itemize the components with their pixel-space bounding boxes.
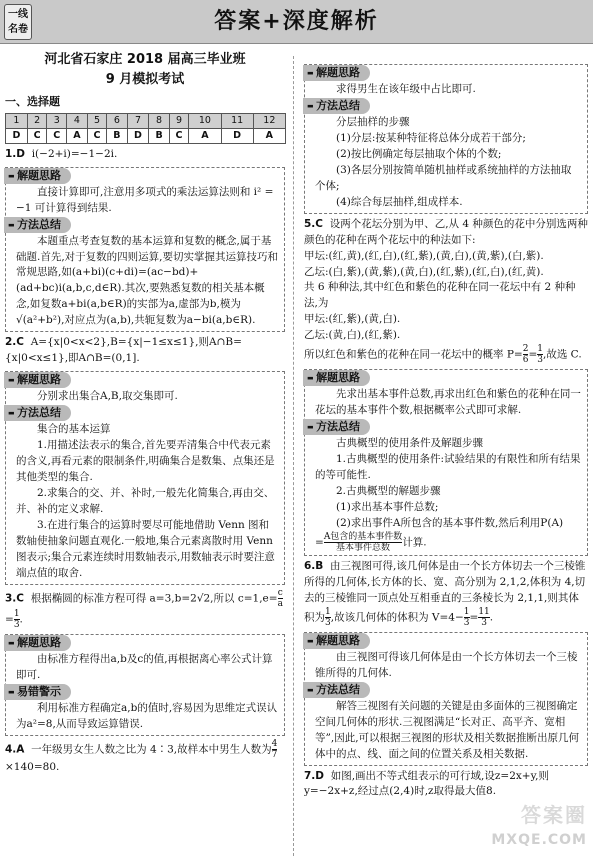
q5-method-formula — [315, 532, 581, 553]
q5-formula-post: 计算. — [402, 536, 427, 549]
q6-number: 6.B — [304, 559, 324, 572]
q5-method-title: 古典概型的使用条件及解题步骤 — [336, 437, 483, 450]
q5-text: 设两个花坛分别为甲、乙,从 4 种颜色的花中分别选两种颜色的花种在两个花坛中的种法如下: — [304, 217, 588, 246]
table-cell: B — [149, 128, 169, 143]
column-divider — [293, 56, 294, 856]
table-cell: D — [221, 128, 253, 143]
method-tag: ▬ 方法总结 — [303, 419, 370, 435]
q1-thinking-box — [5, 167, 285, 333]
thinking-tag: ▬ 解题思路 — [303, 633, 370, 649]
table-cell: 11 — [221, 113, 253, 128]
q2-method-p1: 1.用描述法表示的集合,首先要弄清集合中代表元素的含义,再看元素的限制条件,明确集合是数集、点集还是其他类型的集合. — [16, 439, 275, 484]
q4-method-item: (3)各层分别按简单随机抽样或系统抽样的方法抽取个体; — [315, 163, 572, 192]
q1-thinking-text: 直接计算即可,注意用多项式的乘法运算法则和 i² = −1 可计算得到结果. — [16, 185, 274, 214]
q3-number: 3.C — [5, 592, 25, 605]
fraction-numerator: 1 — [463, 606, 470, 617]
q7-number: 7.D — [304, 769, 325, 782]
table-cell: 4 — [67, 113, 88, 128]
thinking-tag: ▬ 解题思路 — [4, 635, 71, 651]
q4-method-item: (1)分层:按某种特征将总体分成若干部分; — [336, 131, 526, 144]
q4-thinking-box — [304, 64, 588, 214]
q3-warning-text: 利用标准方程确定a,b的值时,容易因为思维定式误认为a²=8,从而导致运算错误. — [16, 701, 278, 730]
table-cell: C — [47, 128, 67, 143]
method-tag: ▬ 方法总结 — [303, 98, 370, 114]
q3-thinking-text: 由标准方程得出a,b及c的值,再根据离心率公式计算即可. — [16, 652, 273, 681]
exam-title-line1: 河北省石家庄 2018 届高三毕业班 — [44, 52, 246, 67]
site-watermark — [487, 800, 587, 854]
thinking-tag: ▬ 解题思路 — [4, 372, 71, 388]
q5-method-p1: 1.古典概型的使用条件:试验结果的有限性和所有结果的等可能性. — [315, 453, 581, 482]
q5-list-2: 乙坛:(白,紫),(黄,紫),(黄,白),(红,紫),(红,白),(红,黄). — [304, 265, 544, 278]
q3-answer: 3.C 根据椭圆的标准方程可得 a=3,b=2√2,所以 c=1,e= $\frac{c}{a}$ = $\frac{1}{3}$ . — [5, 587, 283, 630]
table-cell: D — [6, 128, 28, 143]
table-cell: D — [127, 128, 149, 143]
q2-method-p3: 3.在进行集合的运算时要尽可能地借助 Venn 图和数轴使抽象问题直观化.一般地,集合元素离散时用 Venn 图表示;集合元素连续时用数轴表示,用数轴表示时要注意端点值的取舍. — [16, 518, 275, 579]
table-cell: 1 — [6, 113, 28, 128]
watermark-line2: MXQE.COM — [491, 832, 587, 849]
answer-table-numbers-row — [6, 113, 286, 128]
q5-list-4: 乙坛:(黄,白),(红,紫). — [304, 329, 401, 342]
fraction-numerator: 11 — [478, 606, 490, 617]
q6-fraction-3 — [478, 607, 489, 628]
q1-text: i(−2+i)=−1−2i. — [31, 147, 118, 160]
table-cell: 12 — [253, 113, 285, 128]
table-cell: 9 — [169, 113, 189, 128]
answer-table — [5, 113, 286, 144]
q6-thinking-box — [304, 632, 588, 766]
q3-fraction — [14, 609, 20, 630]
table-cell: C — [27, 128, 47, 143]
q2-number: 2.C — [5, 336, 25, 349]
right-column — [304, 50, 588, 800]
q5-method-p2: 2.古典概型的解题步骤 — [336, 485, 441, 498]
q5-method-p3: (1)求出基本事件总数; — [336, 501, 439, 514]
watermark-line1: 答案圈 — [521, 803, 587, 827]
q5-method-fraction — [324, 532, 403, 553]
q4-number: 4.A — [5, 743, 25, 755]
fraction-numerator: c — [277, 587, 283, 598]
table-cell: 7 — [127, 113, 149, 128]
q4-answer — [5, 739, 285, 776]
fraction-numerator: 4 — [271, 738, 278, 749]
fraction-numerator: 1 — [537, 344, 543, 355]
q2-method-p2: 2.求集合的交、并、补时,一般先化简集合,再由交、并、补的定义求解. — [16, 486, 275, 515]
table-cell: B — [107, 128, 127, 143]
q5-formula-pre: = — [315, 536, 324, 549]
table-cell: C — [169, 128, 189, 143]
q3-text-a: 根据椭圆的标准方程可得 a=3,b=2√2,所以 c=1,e= — [30, 592, 278, 605]
q2-text: A={x|0<x<2},B={x|−1≤x≤1},则A∩B={x|0<x≤1},即A∩B=(0,1]. — [5, 336, 242, 365]
q4-thinking-text: 求得男生在该年级中占比即可. — [336, 83, 476, 95]
exam-title-line2: 9 月模拟考试 — [105, 72, 185, 87]
q4-method-title: 分层抽样的步骤 — [336, 115, 410, 128]
q7-text: 如图,画出不等式组表示的可行域,设z=2x+y,则y=−2x+z,经过点(2,4)时,z取得最大值8. — [304, 769, 549, 798]
table-cell: 3 — [47, 113, 67, 128]
q1-method-text: 本题重点考查复数的基本运算和复数的概念,属于基础题.首先,对于复数的四则运算,要切实掌握其运算技巧和常规思路,如(a+bi)(c+di)=(ac−bd)+(ad+bc)i(a,b,c,d∈R).其次,要熟悉复数的相关基本概念,如复数a+bi(a,b∈R)的实部为a,虚部为b,模为√(a²+b²),对应点为(a,b),共轭复数为a−bi(a,b∈R). — [16, 234, 279, 327]
q4-text-a: 一年级男女生人数之比为 4∶3,故样本中男生人数为 — [31, 743, 272, 755]
fraction-denominator: a — [277, 598, 283, 609]
table-cell: 2 — [27, 113, 47, 128]
method-tag: ▬ 方法总结 — [4, 217, 71, 233]
q2-thinking-box — [5, 371, 285, 584]
table-cell: 8 — [149, 113, 169, 128]
q3-text-b: = — [5, 613, 14, 626]
header-bar — [0, 0, 593, 44]
q1-answer — [5, 147, 285, 163]
q6-end: . — [489, 611, 494, 624]
fraction-numerator: 1 — [325, 606, 331, 617]
fraction-denominator: 3 — [13, 619, 20, 630]
section-heading: 一、选择题 — [5, 95, 60, 108]
q2-thinking-text: 分别求出集合A,B,取交集即可. — [37, 390, 178, 403]
q2-method-title: 集合的基本运算 — [37, 423, 111, 436]
table-cell: A — [253, 128, 285, 143]
table-cell: 5 — [87, 113, 107, 128]
q4-method-item: (4)综合每层抽样,组成样本. — [336, 195, 463, 208]
q5-list-3: 甲坛:(红,紫),(黄,白). — [304, 313, 401, 326]
fraction-denominator: 7 — [271, 749, 278, 760]
q6-mid-text: ,故该几何体的体积为 V=4− — [330, 611, 464, 624]
table-cell: 6 — [107, 113, 127, 128]
q6-eq: = — [469, 611, 479, 624]
q5-prob-text-a: 所以红色和紫色的花种在同一花坛中的概率 P= — [304, 348, 523, 361]
q7-answer — [304, 769, 588, 801]
thinking-tag: ▬ 解题思路 — [4, 168, 71, 184]
method-tag: ▬ 方法总结 — [303, 682, 370, 698]
q4-method-item: (2)按比例确定每层抽取个体的个数; — [336, 147, 502, 160]
fraction-denominator: 3 — [325, 617, 331, 628]
q4-fraction — [272, 739, 278, 760]
q5-prob-eq: = — [528, 348, 538, 361]
fraction-numerator: 1 — [13, 608, 20, 619]
table-cell: A — [67, 128, 88, 143]
fraction-numerator: 2 — [522, 344, 529, 355]
q6-thinking-text: 由三视图可得该几何体是由一个长方体切去一个三棱锥所得的几何体. — [315, 650, 578, 679]
q6-answer — [304, 559, 588, 628]
table-cell: 10 — [189, 113, 221, 128]
table-cell: A — [189, 128, 221, 143]
q5-probability — [304, 344, 588, 365]
fraction-denominator: 3 — [537, 355, 543, 366]
q5-number: 5.C — [304, 217, 324, 230]
fraction-denominator: 3 — [481, 617, 487, 628]
badge-line1: 一线 — [8, 9, 28, 20]
q6-method-text: 解答三视图有关问题的关键是由多面体的三视图确定空间几何体的形状.三视图满足“长对正、高平齐、宽相等”,因此,可以根据三视图的形状及相关数据推断出原几何体中的点、线、面之间的位置关系及相关数据. — [315, 699, 580, 760]
q4-text-b: ×140=80. — [5, 760, 60, 773]
q6-text: 由三视图可得,该几何体是由一个长方体切去一个三棱锥所得的几何体,长方体的长、宽、高分别为 2,1,2,体积为 4,切去的三棱锥同一顶点处互相垂直的三条棱长为 2,1,1,则其体积为 — [304, 559, 586, 624]
thinking-tag: ▬ 解题思路 — [303, 65, 370, 81]
q1-number: 1.D — [5, 147, 26, 160]
q3-thinking-box — [5, 634, 285, 736]
fraction-denominator: 6 — [522, 355, 529, 366]
table-cell: C — [87, 128, 107, 143]
q5-thinking-box — [304, 369, 588, 556]
left-column — [5, 50, 285, 775]
answer-table-answers-row — [6, 128, 286, 143]
fraction-denominator: 基本事件总数 — [336, 542, 391, 553]
page-banner-title: 答案+深度解析 — [214, 9, 379, 34]
badge-line2: 名卷 — [8, 24, 28, 35]
q5-prob-text-b: ,故选 C. — [542, 348, 582, 361]
thinking-tag: ▬ 解题思路 — [303, 370, 370, 386]
fraction-numerator: A包含的基本事件数 — [323, 531, 403, 542]
q3-fraction-e — [278, 588, 283, 609]
fraction-denominator: 3 — [463, 617, 470, 628]
q5-method-p4: (2)求出事件A所包含的基本事件数,然后利用P(A) — [336, 516, 564, 529]
method-tag: ▬ 方法总结 — [4, 405, 71, 421]
q2-answer — [5, 335, 285, 367]
warning-tag: ▬ 易错警示 — [4, 684, 71, 700]
q5-answer — [304, 217, 588, 249]
q5-text-2: 共 6 种种法,其中红色和紫色的花种在同一花坛中有 2 种种法,为 — [304, 281, 576, 310]
q5-thinking-text: 先求出基本事件总数,再求出红色和紫色的花种在同一花坛的基本事件个数,根据概率公式即可求解. — [315, 388, 581, 417]
q5-list-1: 甲坛:(红,黄),(红,白),(红,紫),(黄,白),(黄,紫),(白,紫). — [304, 249, 544, 262]
